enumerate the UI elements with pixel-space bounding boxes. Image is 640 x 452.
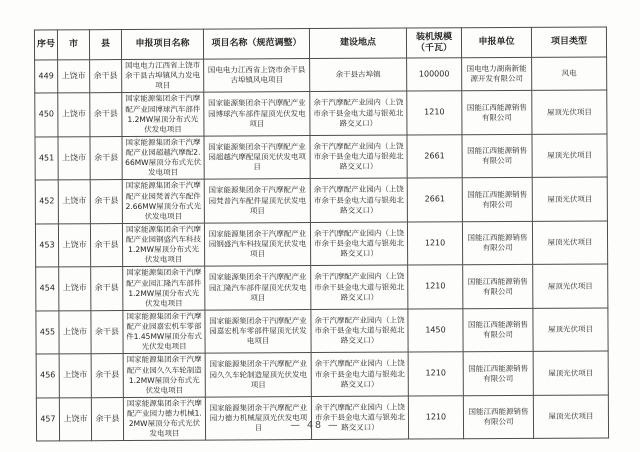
- table-cell: 2661: [407, 178, 462, 222]
- table-cell: 国家能源集团余干汽摩配产业园博球汽车部件1.2MW屋顶分布式光伏发电项目: [122, 92, 204, 136]
- table-cell: 上饶市: [58, 180, 90, 224]
- table-cell: 上饶市: [58, 137, 90, 181]
- table-cell: 余干县: [90, 180, 122, 224]
- table-cell: 国电电力湖南新能源开发有限公司: [462, 57, 532, 91]
- table-cell: 国家能源集团余干汽摩配产业园汇隆汽车部件1.2MW屋顶分布式光伏发电项目: [123, 266, 205, 310]
- table-cell: 100000: [407, 58, 462, 92]
- table-row: [35, 57, 607, 93]
- table-cell: 屋顶光伏项目: [533, 308, 608, 352]
- table-cell: 屋顶光伏项目: [532, 177, 607, 221]
- column-header-installed-capacity: 装机规模（千瓦）: [406, 28, 461, 58]
- table-cell: 国电电力江西省上饶市余干县古埠镇风力发电项目: [122, 59, 204, 93]
- table-cell: 452: [35, 180, 58, 224]
- table-cell: 国家能源集团余干汽摩配产业园超越汽摩配屋顶光伏发电项目: [204, 135, 310, 179]
- table-cell: 1450: [408, 309, 463, 353]
- table-cell: 余干县古埠镇: [310, 58, 407, 92]
- table-cell: 国能江西能源销售有限公司: [462, 178, 532, 222]
- table-row: [36, 395, 608, 441]
- table-row: [36, 351, 608, 397]
- table-cell: 余干县: [90, 60, 122, 94]
- table-cell: 1210: [408, 352, 463, 396]
- table-cell: 国家能源集团余干汽摩配产业园钢盛汽车科技屋顶光伏发电项目: [204, 222, 310, 266]
- column-header-city: 市: [57, 30, 89, 60]
- table-row: [36, 264, 608, 310]
- table-cell: 余干县: [90, 93, 122, 137]
- table-cell: 屋顶光伏项目: [533, 264, 608, 308]
- table-cell: 屋顶光伏项目: [532, 134, 607, 178]
- table-cell: 国能江西能源销售有限公司: [463, 352, 533, 396]
- table-cell: 国能江西能源销售有限公司: [462, 221, 532, 265]
- table-cell: 上饶市: [58, 60, 90, 94]
- table-cell: 453: [35, 224, 58, 268]
- table-cell: 国家能源集团余干汽摩配产业园钢盛汽车科技1.2MW屋顶分布式光伏发电项目: [122, 223, 204, 267]
- table-cell: 457: [36, 398, 59, 442]
- table-cell: 国家能源集团余干汽摩配产业园久久车轮制造屋顶光伏发电项目: [205, 353, 311, 397]
- table-cell: 余干汽摩配产业园内（上饶市余干县金电大道与银苑北路交叉口）: [311, 352, 408, 396]
- table-cell: 屋顶光伏项目: [532, 221, 607, 265]
- table-cell: 456: [36, 354, 59, 398]
- table-cell: 国家能源集团余干汽摩配产业园力德力机械1.2MW屋顶分布式光伏发电项目: [123, 397, 205, 441]
- table-cell: 454: [36, 267, 59, 311]
- table-cell: 1210: [407, 222, 462, 266]
- table-cell: 1210: [408, 396, 463, 440]
- table-cell: 上饶市: [59, 267, 91, 311]
- table-cell: 1210: [408, 265, 463, 309]
- table-cell: 450: [35, 93, 58, 137]
- table-cell: 国家能源集团余干汽摩配产业园博球汽车部件屋顶光伏发电项目: [204, 92, 310, 136]
- table-cell: 国家能源集团余干汽摩配产业园汇隆汽车部件屋顶光伏发电项目: [205, 266, 311, 310]
- column-header-county: 县: [89, 30, 121, 60]
- table-cell: 余干县: [90, 136, 122, 180]
- column-header-declaring-unit: 申报单位: [461, 27, 531, 57]
- column-header-construction-site: 建设地点: [309, 28, 406, 59]
- table-cell: 451: [35, 137, 58, 181]
- table-cell: 上饶市: [58, 224, 90, 268]
- page-number: — 48 —: [290, 420, 340, 431]
- table-cell: 国家能源集团余干汽摩配产业园力德力机械屋顶光伏发电项目: [205, 396, 311, 440]
- project-table-wrap: [34, 27, 608, 442]
- header-row: [34, 27, 606, 60]
- table-row: [35, 134, 607, 180]
- table-cell: 国能江西能源销售有限公司: [462, 91, 532, 135]
- table-body: [35, 57, 609, 441]
- table-cell: 余干县: [91, 310, 123, 354]
- table-cell: 余干县: [91, 267, 123, 311]
- table-row: [35, 90, 607, 136]
- table-cell: 余干汽摩配产业园内（上饶市余干县金电大道与银苑北路交叉口）: [310, 178, 407, 222]
- column-header-declared-project-name: 申报项目名称: [121, 29, 203, 59]
- column-header-serial: 序号: [34, 30, 57, 60]
- column-header-adjusted-project-name: 项目名称（规范调整）: [203, 29, 309, 60]
- table-cell: 国能江西能源销售有限公司: [463, 265, 533, 309]
- table-cell: 国家能源集团余干汽摩配产业园嘉宏机车零部件屋顶光伏发电项目: [205, 309, 311, 353]
- table-cell: 余干汽摩配产业园内（上饶市余干县金电大道与银苑北路交叉口）: [310, 91, 407, 135]
- table-cell: 国家能源集团余干汽摩配产业园超越汽摩配2.66MW屋顶分布式光伏发电项目: [122, 136, 204, 180]
- table-cell: 余干汽摩配产业园内（上饶市余干县金电大道与银苑北路交叉口）: [311, 396, 408, 440]
- project-table: [34, 27, 609, 442]
- table-cell: 国家能源集团余干汽摩配产业园嘉宏机车零部件1.45MW屋顶分布式光伏发电项目: [123, 310, 205, 354]
- table-cell: 风电: [532, 57, 607, 91]
- table-cell: 国能江西能源销售有限公司: [463, 395, 533, 439]
- table-cell: 余干汽摩配产业园内（上饶市余干县金电大道与银苑北路交叉口）: [310, 135, 407, 179]
- table-row: [36, 308, 608, 354]
- table-cell: 余干汽摩配产业园内（上饶市余干县金电大道与银苑北路交叉口）: [311, 309, 408, 353]
- table-cell: 国电电力江西省上饶市余干县古埠镇风电项目: [204, 59, 310, 93]
- table-cell: 屋顶光伏项目: [533, 351, 608, 395]
- table-cell: 余干县: [91, 397, 123, 441]
- table-cell: 455: [36, 311, 59, 355]
- table-cell: 449: [35, 60, 58, 93]
- table-cell: 余干汽摩配产业园内（上饶市余干县金电大道与银苑北路交叉口）: [310, 222, 407, 266]
- table-cell: 余干汽摩配产业园内（上饶市余干县金电大道与银苑北路交叉口）: [311, 265, 408, 309]
- table-cell: 国能江西能源销售有限公司: [462, 134, 532, 178]
- table-cell: 国能江西能源销售有限公司: [463, 308, 533, 352]
- table-cell: 上饶市: [59, 398, 91, 442]
- table-cell: 屋顶光伏项目: [533, 395, 608, 439]
- table-cell: 上饶市: [59, 311, 91, 355]
- table-header: [34, 27, 606, 60]
- table-cell: 屋顶光伏项目: [532, 90, 607, 134]
- table-row: [35, 221, 607, 267]
- table-cell: 国家能源集团余干汽摩配产业园久久车轮制造1.2MW屋顶分布式光伏发电项目: [123, 353, 205, 397]
- table-cell: 2661: [407, 135, 462, 179]
- table-cell: 国家能源集团余干汽摩配产业园梵普汽车配件屋顶光伏发电项目: [204, 179, 310, 223]
- table-cell: 国家能源集团余干汽摩配产业园梵普汽车配件2.66MW屋顶分布式光伏发电项目: [122, 179, 204, 223]
- column-header-project-type: 项目类型: [531, 27, 606, 57]
- table-cell: 上饶市: [59, 354, 91, 398]
- table-cell: 1210: [407, 91, 462, 135]
- table-cell: 余干县: [90, 223, 122, 267]
- table-row: [35, 177, 607, 223]
- table-cell: 余干县: [91, 354, 123, 398]
- table-cell: 上饶市: [58, 93, 90, 137]
